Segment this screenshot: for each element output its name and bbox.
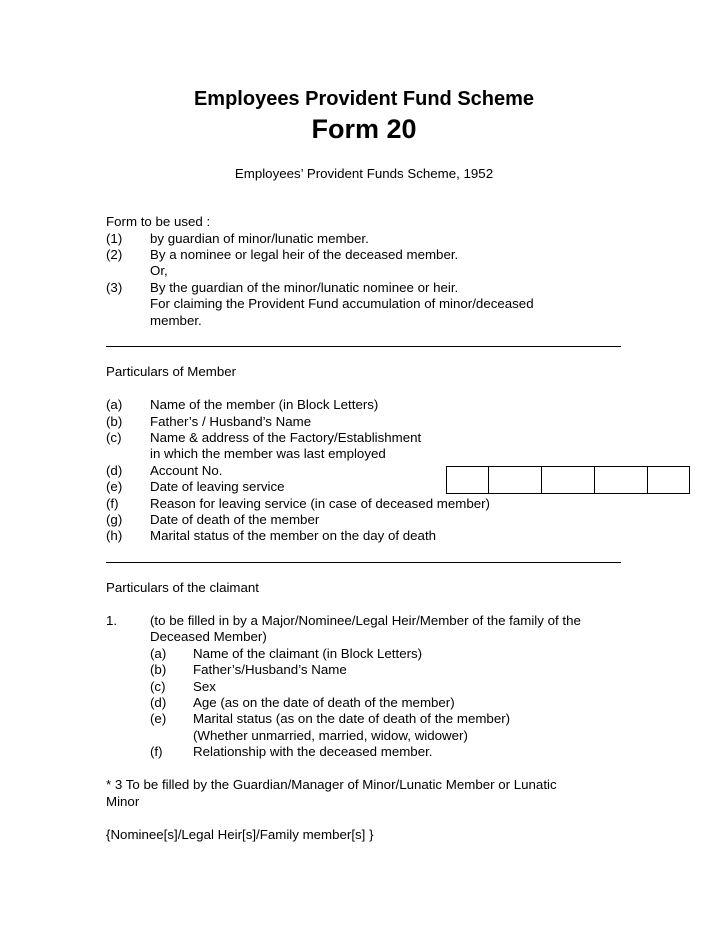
claimant-line: (to be filled in by a Major/Nominee/Legal Heir/Member of the family of the: [150, 613, 581, 628]
usage-intro: Form to be used :: [106, 214, 211, 229]
member-heading: Particulars of Member: [106, 364, 237, 379]
form-title: Form 20: [311, 114, 417, 144]
member-item-text: Father’s / Husband’s Name: [150, 414, 312, 429]
member-item-num: (f): [106, 496, 119, 511]
form-subtitle: Employees’ Provident Funds Scheme, 1952: [234, 166, 494, 181]
scheme-title: Employees Provident Fund Scheme: [193, 88, 535, 110]
member-item-num: (h): [106, 528, 123, 543]
member-item-num: (d): [106, 463, 123, 478]
account-number-boxes[interactable]: [446, 466, 690, 494]
divider: [106, 346, 621, 347]
claimant-item-num: (f): [150, 744, 163, 759]
account-number-box[interactable]: [447, 467, 489, 493]
claimant-item-text: Relationship with the deceased member.: [193, 744, 433, 759]
claimant-item-text: Sex: [193, 679, 216, 694]
claimant-line: Deceased Member): [150, 629, 267, 644]
member-item-text: Name of the member (in Block Letters): [150, 397, 379, 412]
usage-item-text: member.: [150, 313, 202, 328]
claimant-item-num: (c): [150, 679, 166, 694]
usage-item-text: By the guardian of the minor/lunatic nominee or heir.: [150, 280, 459, 295]
member-item-text: Account No.: [150, 463, 223, 478]
claimant-item-text: (Whether unmarried, married, widow, widower): [193, 728, 468, 743]
note-braces: {Nominee[s]/Legal Heir[s]/Family member[s] }: [106, 827, 374, 842]
usage-item-text: By a nominee or legal heir of the deceased member.: [150, 247, 459, 262]
member-item-text: Date of leaving service: [150, 479, 285, 494]
note-line: * 3 To be filled by the Guardian/Manager of Minor/Lunatic Member or Lunatic: [106, 777, 557, 792]
usage-item-num: (2): [106, 247, 123, 262]
claimant-num: 1.: [106, 613, 118, 628]
member-item-text: Date of death of the member: [150, 512, 320, 527]
account-number-box[interactable]: [542, 467, 595, 493]
claimant-item-num: (d): [150, 695, 167, 710]
member-item-num: (b): [106, 414, 123, 429]
member-item-text: Marital status of the member on the day of death: [150, 528, 437, 543]
claimant-item-text: Marital status (as on the date of death of the member): [193, 711, 511, 726]
account-number-box[interactable]: [648, 467, 689, 493]
claimant-item-text: Father’s/Husband’s Name: [193, 662, 347, 677]
member-item-num: (g): [106, 512, 123, 527]
member-item-text: in which the member was last employed: [150, 446, 386, 461]
usage-item-text: For claiming the Provident Fund accumulation of minor/deceased: [150, 296, 534, 311]
account-number-box[interactable]: [489, 467, 542, 493]
usage-item-text: by guardian of minor/lunatic member.: [150, 231, 369, 246]
usage-item-text: Or,: [150, 263, 168, 278]
claimant-item-num: (e): [150, 711, 167, 726]
claimant-item-num: (a): [150, 646, 167, 661]
claimant-item-num: (b): [150, 662, 167, 677]
usage-item-num: (1): [106, 231, 123, 246]
claimant-item-text: Name of the claimant (in Block Letters): [193, 646, 423, 661]
claimant-heading: Particulars of the claimant: [106, 580, 259, 595]
member-item-num: (e): [106, 479, 123, 494]
account-number-box[interactable]: [595, 467, 648, 493]
usage-item-num: (3): [106, 280, 123, 295]
claimant-item-text: Age (as on the date of death of the member): [193, 695, 455, 710]
member-item-text: Reason for leaving service (in case of deceased member): [150, 496, 490, 511]
member-item-text: Name & address of the Factory/Establishment: [150, 430, 422, 445]
member-item-num: (c): [106, 430, 122, 445]
divider: [106, 562, 621, 563]
member-item-num: (a): [106, 397, 123, 412]
note-line: Minor: [106, 794, 140, 809]
